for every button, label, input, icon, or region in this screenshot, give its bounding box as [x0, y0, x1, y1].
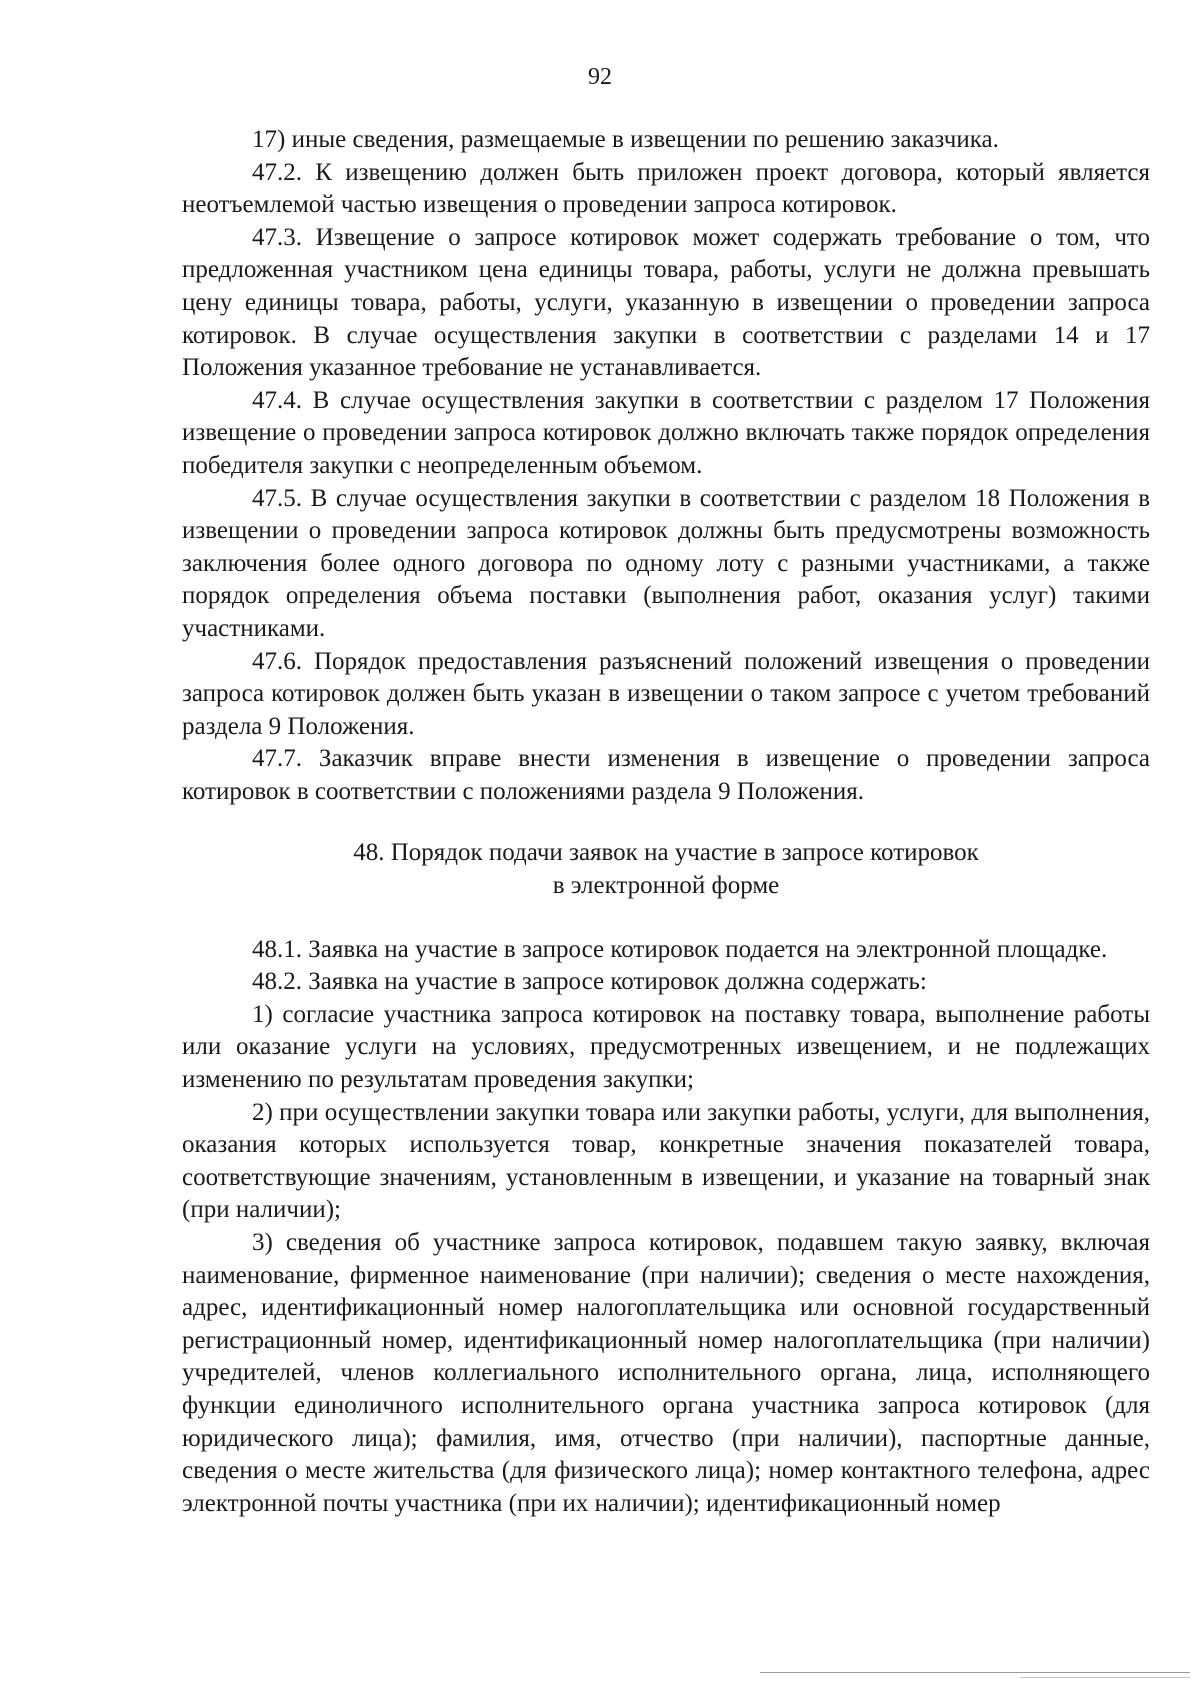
paragraph-48-2: 48.2. Заявка на участие в запросе котировок должна содержать: — [252, 968, 927, 996]
paragraph-47-5: 47.5. В случае осуществления закупки в соответствии с разделом 18 Положения в извещении о проведении запроса котировок должны быть предусмотрены возможность заключения более одного договора по одному лоту с разными участниками, а также порядок определения объема поставки (выполнения работ, оказания услуг) такими участниками. — [182, 484, 1150, 642]
section-heading-line-1: 48. Порядок подачи заявок на участие в запросе котировок — [353, 839, 979, 867]
paragraph-47-3: 47.3. Извещение о запросе котировок может содержать требование о том, что предложенная участником цена единицы товара, работы, услуги не должна превышать цену единицы товара, работы, услуги, указанную в извещении о проведении запроса котировок. В случае осуществления закупки в соответствии с разделами 14 и 17 Положения указанное требование не устанавливается. — [182, 223, 1150, 382]
list-item-1: 1) согласие участника запроса котировок на поставку товара, выполнение работы или оказание услуги на условиях, предусмотренных извещением, и не подлежащих изменению по результатам проведения закупки; — [182, 1000, 1150, 1094]
paragraph-item-17: 17) иные сведения, размещаемые в извещении по решению заказчика. — [252, 126, 999, 153]
paragraph-47-6: 47.6. Порядок предоставления разъяснений положений извещения о проведении запроса котировок должен быть указан в извещении о таком запросе с учетом требований раздела 9 Положения. — [182, 647, 1150, 740]
section-heading-48 — [182, 837, 1150, 902]
document-body — [182, 124, 1150, 1520]
list-item-2: 2) при осуществлении закупки товара или закупки работы, услуги, для выполнения, оказания которых используется товар, конкретные значения показателей товара, соответствующие значениям, установленным в извещении, и указание на товарный знак (при наличии); — [182, 1098, 1150, 1224]
scan-edge-line — [760, 1672, 1190, 1673]
page-number: 92 — [588, 64, 612, 90]
paragraph-47-2: 47.2. К извещению должен быть приложен проект договора, который является неотъемлемой частью извещения о проведении запроса котировок. — [182, 158, 1150, 219]
list-item-3: 3) сведения об участнике запроса котировок, подавшем такую заявку, включая наименование, фирменное наименование (при наличии); сведения о месте нахождения, адрес, идентификационный номер налогоплательщика или основной государственный регистрационный номер, идентификационный номер налогоплательщика (при наличии) учредителей, членов коллегиального исполнительного органа, лица, исполняющего функции единоличного исполнительного органа участника запроса котировок (для юридического лица); фамилия, имя, отчество (при наличии), паспортные данные, сведения о месте жительства (для физического лица); номер контактного телефона, адрес электронной почты участника (при их наличии); идентификационный номер — [182, 1229, 1150, 1517]
paragraph-47-4: 47.4. В случае осуществления закупки в соответствии с разделом 17 Положения извещение о проведении запроса котировок должно включать также порядок определения победителя закупки с неопределенным объемом. — [182, 386, 1150, 479]
scan-edge-line-faint — [1020, 1677, 1190, 1678]
paragraph-47-7: 47.7. Заказчик вправе внести изменения в извещение о проведении запроса котировок в соответствии с положениями раздела 9 Положения. — [182, 745, 1150, 805]
paragraph-48-1: 48.1. Заявка на участие в запросе котировок подается на электронной площадке. — [252, 935, 1108, 963]
section-heading-line-2: в электронной форме — [552, 872, 780, 900]
